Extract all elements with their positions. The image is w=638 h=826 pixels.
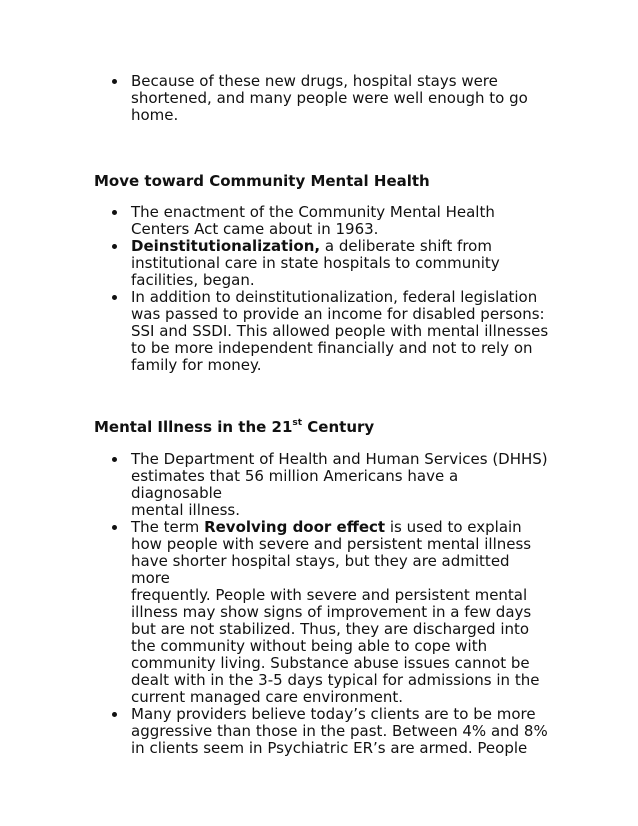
list-item	[112, 289, 552, 374]
section-heading-21st-century	[94, 418, 374, 436]
list-item	[112, 706, 552, 757]
bullet-icon	[112, 525, 117, 530]
bold-term: Revolving door effect	[204, 518, 386, 536]
section-heading-community-mental-health: Move toward Community Mental Health	[94, 172, 430, 190]
bullet-icon	[112, 244, 117, 249]
list-item	[112, 204, 552, 238]
bullet-text: a deliberate shift from institutional care in state hospitals to community facilities, began.	[131, 237, 500, 289]
list-item	[112, 238, 552, 289]
bullet-icon	[112, 457, 117, 462]
bullet-list-community	[112, 204, 552, 374]
bullet-icon	[112, 712, 117, 717]
bullet-icon	[112, 295, 117, 300]
bullet-text: Many providers believe today’s clients are to be more aggressive than those in the past. Between 4% and 8% in clients seem in Psychiatric ER’s are armed. People	[131, 705, 548, 757]
heading-text: Mental Illness in the 21	[94, 418, 293, 436]
bullet-icon	[112, 210, 117, 215]
heading-superscript: st	[292, 418, 303, 428]
bullet-icon	[112, 79, 117, 84]
bullet-list-intro	[112, 73, 552, 124]
bullet-text: is used to explain how people with severe and persistent mental illness have shorter hospital stays, but they are admitted more frequently. People with severe and persistent mental illness may show signs of improvement in a few days but are not stabilized. Thus, they are discharged into the community without being able to cope with community living. Substance abuse issues cannot be dealt with in the 3-5 days typical for admissions in the current managed care environment.	[131, 518, 540, 706]
bullet-text-pre: The term	[131, 518, 205, 536]
bullet-text: The Department of Health and Human Services (DHHS) estimates that 56 million Americans have a diagnosable mental illness.	[131, 450, 548, 519]
bullet-text: In addition to deinstitutionalization, federal legislation was passed to provide an income for disabled persons: SSI and SSDI. This allowed people with mental illnesses to be more independent financially and not to rely on family for money.	[131, 288, 549, 374]
list-item	[112, 519, 552, 706]
bold-term: Deinstitutionalization,	[131, 237, 321, 255]
bullet-list-21st-century	[112, 451, 552, 757]
list-item	[112, 451, 552, 519]
list-item	[112, 73, 552, 124]
bullet-text: The enactment of the Community Mental Health Centers Act came about in 1963.	[131, 203, 495, 238]
bullet-text: Because of these new drugs, hospital stays were shortened, and many people were well enough to go home.	[131, 72, 528, 124]
heading-text-end: Century	[302, 418, 375, 436]
